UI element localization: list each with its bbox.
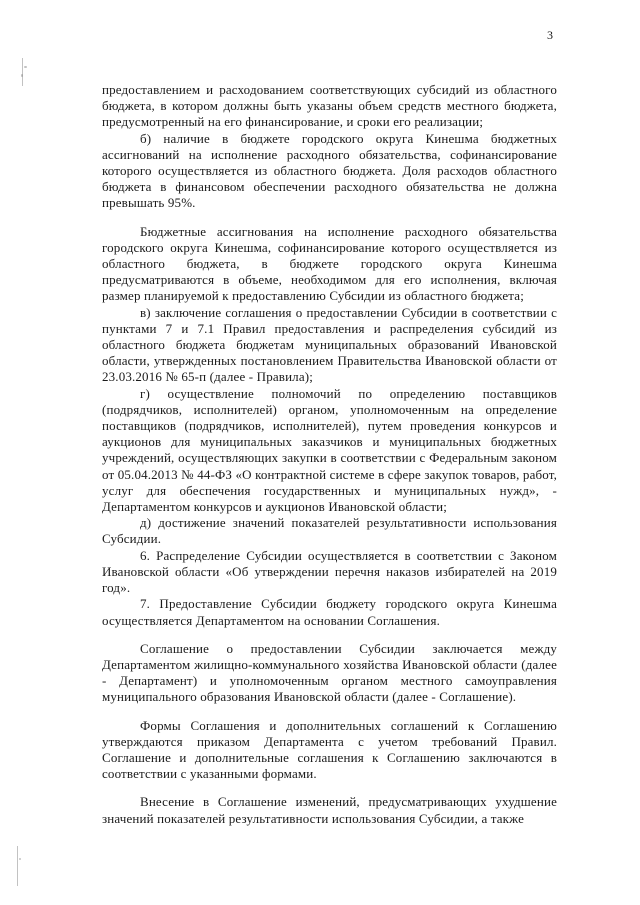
paragraph-continuation: предоставлением и расходованием соответствующих субсидий из областного бюджета, в котором должны быть указаны объем средств местного бюджета, предусмотренный на его финансирование, и сроки его реализации; (102, 82, 557, 130)
scan-artifact-top (22, 58, 23, 86)
paragraph-agreement-forms: Формы Соглашения и дополнительных соглашений к Соглашению утверждаются приказом Департамента с учетом требований Правил. Соглашение и дополнительные соглашения к Соглашению заключаются в соответствии с указанными формами. (102, 717, 557, 782)
document-body (102, 82, 557, 827)
scan-speck (19, 858, 21, 860)
paragraph-item-v: в) заключение соглашения о предоставлении Субсидии в соответствии с пунктами 7 и 7.1 Правил предоставления и распределения субсидий из областного бюджета бюджетам муниципальных образований Ивановской области, утвержденных постановлением Правительства Ивановской области от 23.03.2016 № 65-п (далее - Правила); (102, 304, 557, 385)
page-number: 3 (547, 28, 553, 42)
paragraph-item-d: д) достижение значений показателей результативности использования Субсидии. (102, 515, 557, 547)
paragraph-item-g: г) осуществление полномочий по определению поставщиков (подрядчиков, исполнителей) органом, уполномоченным на определение поставщиков (подрядчиков, исполнителей), путем проведения конкурсов и аукционов для муниципальных заказчиков и муниципальных бюджетных учреждений, осуществляющих закупки в соответствии с Федеральным законом от 05.04.2013 № 44-ФЗ «О контрактной системе в сфере закупок товаров, работ, услуг для обеспечения государственных и муниципальных нужд», - Департаментом конкурсов и аукционов Ивановской области; (102, 385, 557, 515)
scan-speck (21, 74, 23, 77)
scan-artifact-bottom (17, 846, 18, 886)
paragraph-agreement: Соглашение о предоставлении Субсидии заключается между Департаментом жилищно-коммунального хозяйства Ивановской области (далее - Департамент) и уполномоченным органом местного самоуправления муниципального образования Ивановской области (далее - Соглашение). (102, 640, 557, 705)
paragraph-agreement-changes: Внесение в Соглашение изменений, предусматривающих ухудшение значений показателей результативности использования Субсидии, а также (102, 794, 557, 826)
paragraph-section-6: 6. Распределение Субсидии осуществляется в соответствии с Законом Ивановской области «Об утверждении перечня наказов избирателей на 2019 год». (102, 547, 557, 596)
paragraph-item-b: б) наличие в бюджете городского округа Кинешма бюджетных ассигнований на исполнение расходного обязательства, софинансирование которого осуществляется из областного бюджета. Доля расходов областного бюджета в финансовом обеспечении расходного обязательства не должна превышать 95%. (102, 130, 557, 211)
paragraph-budget-allocations: Бюджетные ассигнования на исполнение расходного обязательства городского округа Кинешма, софинансирование которого осуществляется из областного бюджета, в бюджете городского округа Кинешма предусматриваются в объеме, необходимом для его исполнения, включая размер планируемой к предоставлению Субсидии из областного бюджета; (102, 223, 557, 304)
paragraph-section-7: 7. Предоставление Субсидии бюджету городского округа Кинешма осуществляется Департаментом на основании Соглашения. (102, 596, 557, 628)
scan-speck (24, 66, 27, 68)
